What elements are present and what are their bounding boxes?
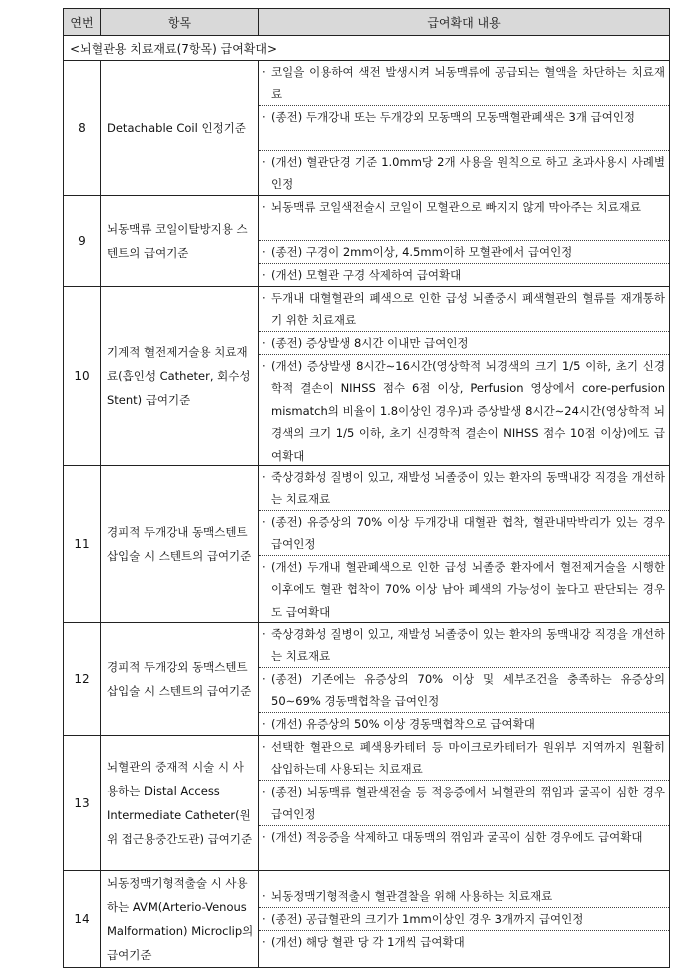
bullet-item: · (종전) 두개강내 또는 두개강외 모동맥의 모동맥혈관폐색은 3개 급여인정 <box>259 105 669 150</box>
row-content <box>259 466 670 623</box>
table-row <box>64 871 670 968</box>
header-item: 항목 <box>101 9 259 36</box>
bullet-item: · (종전) 공급혈관의 크기가 1mm이상인 경우 3개까지 급여인정 <box>259 907 669 930</box>
row-item: 뇌동정맥기형적출술 시 사용하는 AVM(Arterio-Venous Malformation) Microclip의 급여기준 <box>101 871 259 968</box>
bullet-item: · 선택한 혈관으로 폐색용카테터 등 마이크로카테터가 원위부 지역까지 원활히 삽입하는데 사용되는 치료재료 <box>259 736 669 780</box>
row-number: 11 <box>64 466 101 623</box>
bullet-item: · 뇌동정맥기형적출시 혈관결찰을 위해 사용하는 치료재료 <box>259 885 669 907</box>
row-number: 14 <box>64 871 101 968</box>
table-row <box>64 466 670 623</box>
row-content <box>259 196 670 287</box>
bullet-item: · (개선) 증상발생 8시간∼16시간(영상학적 뇌경색의 크기 1/5 이하, 초기 신경학적 결손이 NIHSS 점수 6점 이상, Perfusion 영상에서 core-perfusion mismatch의 비율이 1.8이상인 경우)과 증상발생 8시간∼24시간(영상학적 뇌경색의 크기 1/5 이하, 초기 신경학적 결손이 NIHSS 점수 10점 이상)에도 급여확대 <box>259 354 669 465</box>
bullet-item: · (종전) 구경이 2mm이상, 4.5mm이하 모혈관에서 급여인정 <box>259 240 669 263</box>
row-item: Detachable Coil 인정기준 <box>101 61 259 196</box>
bullet-item: · 코일을 이용하여 색전 발생시켜 뇌동맥류에 공급되는 혈액을 차단하는 치료재료 <box>259 61 669 105</box>
row-item: 뇌동맥류 코일이탈방지용 스텐트의 급여기준 <box>101 196 259 287</box>
row-item: 경피적 두개강내 동맥스텐트 삽입술 시 스텐트의 급여기준 <box>101 466 259 623</box>
table-row <box>64 623 670 736</box>
bullet-item: · 두개내 대혈혈관의 폐색으로 인한 급성 뇌졸중시 폐색혈관의 혈류를 재개통하기 위한 치료재료 <box>259 287 669 331</box>
bullet-item: · 뇌동맥류 코일색전술시 코일이 모혈관으로 빠지지 않게 막아주는 치료재료 <box>259 196 669 240</box>
row-number: 12 <box>64 623 101 736</box>
bullet-item: · (개선) 유증상의 50% 이상 경동맥협착으로 급여확대 <box>259 712 669 735</box>
bullet-item: · 죽상경화성 질병이 있고, 재발성 뇌졸중이 있는 환자의 동맥내강 직경을 개선하는 치료재료 <box>259 466 669 510</box>
header-no: 연번 <box>64 9 101 36</box>
bullet-item: · (종전) 증상발생 8시간 이내만 급여인정 <box>259 331 669 354</box>
header-content: 급여확대 내용 <box>259 9 670 36</box>
row-number: 10 <box>64 287 101 466</box>
row-number: 13 <box>64 736 101 871</box>
section-row <box>64 36 670 61</box>
bullet-item: · (종전) 뇌동맥류 혈관색전술 등 적응증에서 뇌혈관의 꺾임과 굴곡이 심한 경우 급여인정 <box>259 780 669 825</box>
row-content <box>259 736 670 871</box>
row-content <box>259 61 670 196</box>
table-row <box>64 736 670 871</box>
bullet-item: · (개선) 적응증을 삭제하고 대동맥의 꺾임과 굴곡이 심한 경우에도 급여확대 <box>259 825 669 870</box>
table-row <box>64 61 670 196</box>
benefit-expansion-table <box>63 8 670 968</box>
bullet-item: · (종전) 유증상의 70% 이상 두개강내 대혈관 협착, 혈관내막박리가 있는 경우 급여인정 <box>259 510 669 555</box>
row-content <box>259 623 670 736</box>
bullet-item: · (종전) 기존에는 유증상의 70% 이상 및 세부조건을 충족하는 유증상의 50∼69% 경동맥협착을 급여인정 <box>259 667 669 712</box>
table-row <box>64 287 670 466</box>
row-item: 경피적 두개강외 동맥스텐트 삽입술 시 스텐트의 급여기준 <box>101 623 259 736</box>
bullet-item: · 죽상경화성 질병이 있고, 재발성 뇌졸중이 있는 환자의 동맥내강 직경을 개선하는 치료재료 <box>259 623 669 667</box>
bullet-item: · (개선) 두개내 혈관폐색으로 인한 급성 뇌졸중 환자에서 혈전제거술을 시행한 이후에도 혈관 협착이 70% 이상 남아 폐색의 가능성이 높다고 판단되는 경우도 급여확대 <box>259 555 669 622</box>
row-number: 8 <box>64 61 101 196</box>
row-number: 9 <box>64 196 101 287</box>
table-header-row <box>64 9 670 36</box>
row-item: 뇌혈관의 중재적 시술 시 사용하는 Distal Access Intermediate Catheter(원위 접근용중간도관) 급여기준 <box>101 736 259 871</box>
bullet-item: · (개선) 모혈관 구경 삭제하여 급여확대 <box>259 263 669 286</box>
row-content <box>259 287 670 466</box>
row-item: 기계적 혈전제거술용 치료재료(흡인성 Catheter, 회수성 Stent) 급여기준 <box>101 287 259 466</box>
section-title: <뇌혈관용 치료재료(7항목) 급여확대> <box>64 36 670 61</box>
bullet-item: · (개선) 혈관단경 기준 1.0mm당 2개 사용을 원칙으로 하고 초과사용시 사례별 인정 <box>259 150 669 195</box>
bullet-item: · (개선) 해당 혈관 당 각 1개씩 급여확대 <box>259 930 669 953</box>
row-content <box>259 871 670 968</box>
table-row <box>64 196 670 287</box>
